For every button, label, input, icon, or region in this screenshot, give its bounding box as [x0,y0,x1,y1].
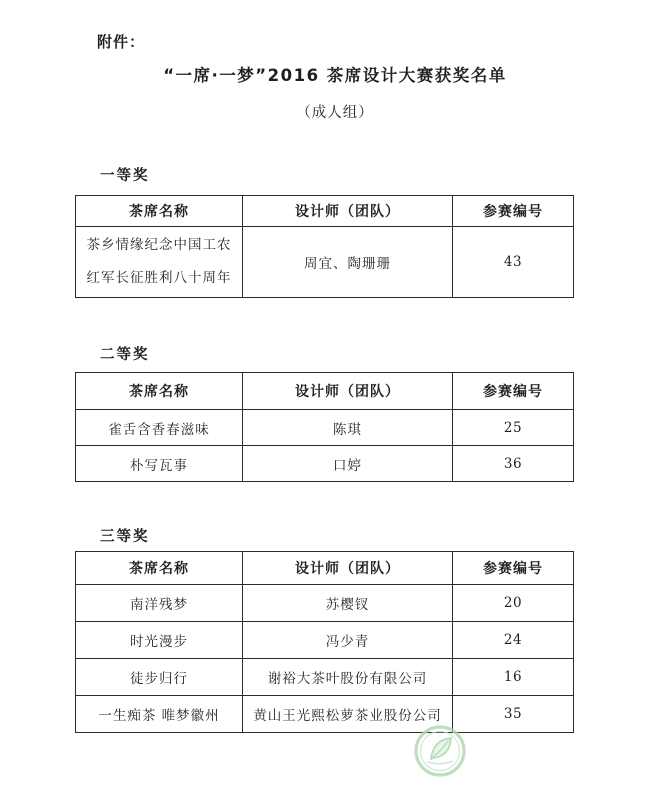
table-header-row [76,552,574,585]
cell-tea-set-name: 茶乡情缘纪念中国工农红军长征胜利八十周年 [76,227,243,298]
table-row [76,585,574,622]
header-entry-number: 参赛编号 [453,552,574,585]
cell-entry-number: 25 [453,410,574,446]
table-row [76,410,574,446]
header-designer: 设计师（团队） [243,552,453,585]
second-prize-table [75,372,574,482]
header-entry-number: 参赛编号 [453,373,574,410]
cell-designer: 陈琪 [243,410,453,446]
header-tea-set-name: 茶席名称 [76,373,243,410]
cell-entry-number: 35 [453,696,574,733]
cell-tea-set-name: 雀舌含香春滋味 [76,410,243,446]
cell-designer: 黄山王光熙松萝茶业股份公司 [243,696,453,733]
cell-tea-set-name: 时光漫步 [76,622,243,659]
table-row [76,659,574,696]
table-header-row [76,373,574,410]
cell-tea-set-name: 南洋残梦 [76,585,243,622]
cell-entry-number: 20 [453,585,574,622]
cell-tea-set-name: 朴写瓦事 [76,446,243,482]
section-heading-third-prize: 三等奖 [100,529,150,545]
cell-tea-set-name: 徒步归行 [76,659,243,696]
table-row [76,227,574,298]
cell-designer: 口婷 [243,446,453,482]
section-heading-first-prize: 一等奖 [100,168,150,184]
header-tea-set-name: 茶席名称 [76,196,243,227]
cell-designer: 周宜、陶珊珊 [243,227,453,298]
header-tea-set-name: 茶席名称 [76,552,243,585]
page-title: “一席·一梦”2016 茶席设计大赛获奖名单 [163,66,507,85]
table-row [76,446,574,482]
page-subtitle: （成人组） [296,105,374,121]
table-row [76,696,574,733]
third-prize-table [75,551,574,733]
cell-entry-number: 36 [453,446,574,482]
cell-entry-number: 24 [453,622,574,659]
attachment-label: 附件： [97,33,146,51]
cell-tea-set-name: 一生痴茶 唯梦徽州 [76,696,243,733]
cell-designer: 谢裕大茶叶股份有限公司 [243,659,453,696]
section-heading-second-prize: 二等奖 [100,347,150,363]
cell-designer: 冯少青 [243,622,453,659]
header-designer: 设计师（团队） [243,196,453,227]
first-prize-table [75,195,574,298]
table-header-row [76,196,574,227]
cell-designer: 苏樱钗 [243,585,453,622]
header-designer: 设计师（团队） [243,373,453,410]
cell-entry-number: 43 [453,227,574,298]
cell-entry-number: 16 [453,659,574,696]
header-entry-number: 参赛编号 [453,196,574,227]
table-row [76,622,574,659]
